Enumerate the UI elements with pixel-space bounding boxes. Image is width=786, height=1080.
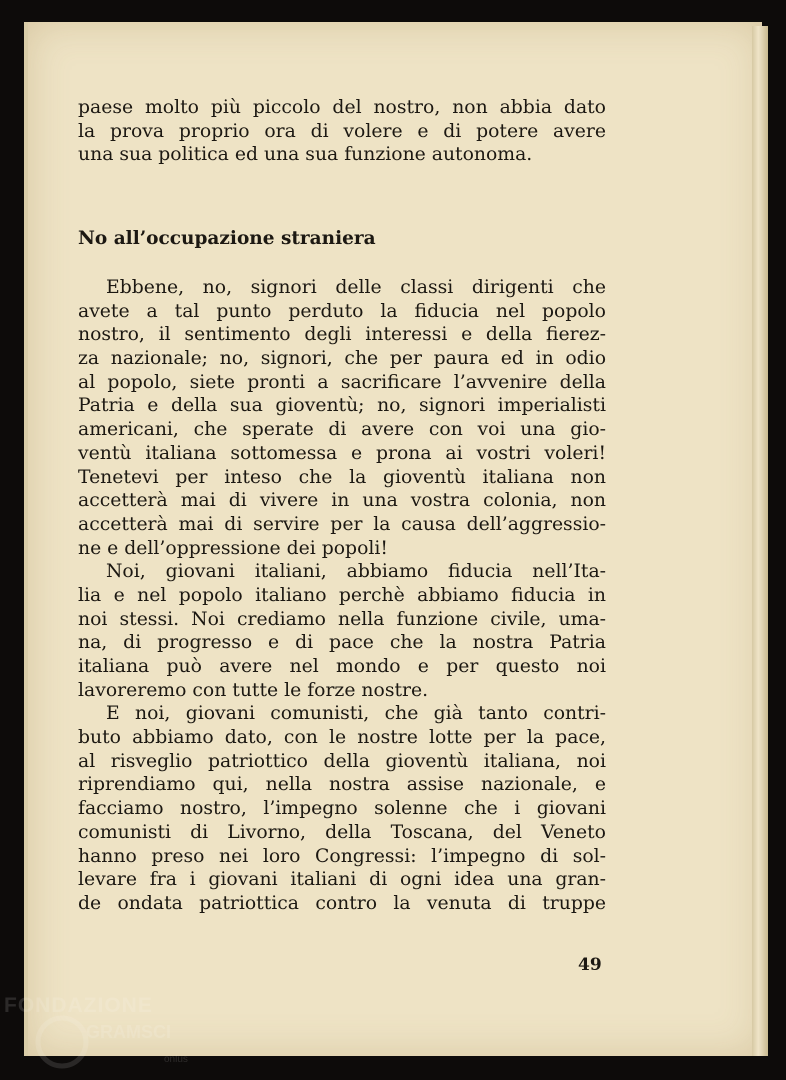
text-line: avete a tal punto perduto la fiducia nel popolo	[78, 300, 606, 322]
text-line: paese molto più piccolo del nostro, non abbia dato	[78, 97, 606, 118]
text-line: americani, che sperate di avere con voi una gio-	[78, 419, 606, 441]
text-line: riprendiamo qui, nella nostra assise nazionale, e	[78, 774, 606, 796]
text-line: na, di progresso e di pace che la nostra Patria	[78, 632, 606, 654]
text-line: ne e dell’oppressione dei popoli!	[78, 537, 388, 559]
text-line: Ebbene, no, signori delle classi dirigenti che	[106, 277, 606, 298]
text-line: lavoreremo con tutte le forze nostre.	[78, 679, 429, 701]
text-line: Patria e della sua gioventù; no, signori imperialisti	[78, 395, 606, 417]
text-line: buto abbiamo dato, con le nostre lotte per la pace,	[78, 727, 606, 749]
text-line: al popolo, siete pronti a sacrificare l’avvenire della	[78, 371, 606, 393]
paragraph-body	[78, 276, 606, 916]
watermark-line2: GRAMSCI	[86, 1022, 171, 1042]
text-line: accetterà mai di vivere in una vostra colonia, non	[78, 490, 606, 512]
watermark-line1: FONDAZIONE	[4, 994, 153, 1017]
text-line: italiana può avere nel mondo e per questo noi	[78, 656, 606, 677]
fondazione-gramsci-watermark	[4, 990, 204, 1070]
section-heading: No all’occupazione straniera	[78, 228, 376, 249]
watermark-line3: onlus	[164, 1054, 188, 1065]
text-line: za nazionale; no, signori, che per paura ed in odio	[78, 348, 606, 370]
text-line: Noi, giovani italiani, abbiamo fiducia nell’Ita-	[106, 561, 606, 583]
text-line: nostro, il sentimento degli interessi e della fierez-	[78, 324, 606, 346]
page-number: 49	[578, 955, 602, 975]
text-line: noi stessi. Noi crediamo nella funzione civile, uma-	[78, 608, 606, 630]
text-line: E noi, giovani comunisti, che già tanto contri-	[106, 703, 606, 725]
text-line: comunisti di Livorno, della Toscana, del Veneto	[78, 821, 606, 843]
text-line: Tenetevi per inteso che la gioventù italiana non	[78, 466, 606, 488]
text-line: facciamo nostro, l’impegno solenne che i giovani	[78, 798, 606, 820]
text-line: levare fra i giovani italiani di ogni idea una gran-	[78, 869, 606, 891]
paragraph-intro	[78, 96, 606, 167]
text-line: hanno preso nei loro Congressi: l’impegno di sol-	[78, 845, 606, 867]
page-edge	[752, 26, 768, 1056]
text-line: la prova proprio ora di volere e di potere avere	[78, 120, 606, 142]
text-line: ventù italiana sottomessa e prona ai vostri voleri!	[78, 442, 606, 464]
watermark-circle-icon	[38, 1018, 86, 1066]
text-line: accetterà mai di servire per la causa dell’aggressio-	[78, 513, 606, 535]
text-line: de ondata patriottica contro la venuta di truppe	[78, 892, 606, 914]
text-line: al risveglio patriottico della gioventù italiana, noi	[78, 750, 606, 772]
text-line: lia e nel popolo italiano perchè abbiamo fiducia in	[78, 584, 606, 606]
text-line: una sua politica ed una sua funzione autonoma.	[78, 144, 533, 166]
